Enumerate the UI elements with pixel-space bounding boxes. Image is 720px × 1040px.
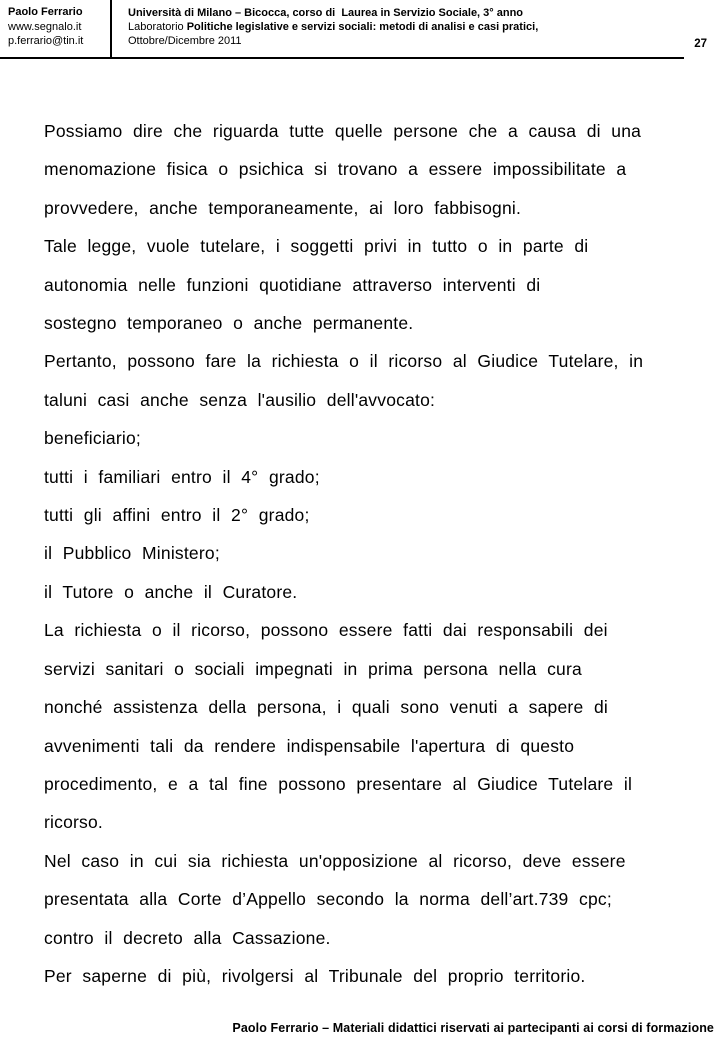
text-line: menomazione fisica o psichica si trovano a essere impossibilitate a xyxy=(44,159,627,180)
text-line: contro il decreto alla Cassazione. xyxy=(44,927,331,948)
text-line: servizi sanitari o sociali impegnati in prima persona nella cura xyxy=(44,658,582,679)
text-line: presentata alla Corte d’Appello secondo la norma dell’art.739 cpc; xyxy=(44,889,612,910)
text-line: tutti i familiari entro il 4° grado; xyxy=(44,466,320,487)
text-line: Pertanto, possono fare la richiesta o il ricorso al Giudice Tutelare, in xyxy=(44,351,644,372)
header-course-block xyxy=(128,6,688,48)
course-subtitle xyxy=(128,20,688,34)
author-email: p.ferrario@tin.it xyxy=(8,35,84,47)
page-number: 27 xyxy=(694,38,707,50)
text-line: avvenimenti tali da rendere indispensabile l'apertura di questo xyxy=(44,735,575,756)
body-text xyxy=(44,112,720,995)
text-line: procedimento, e a tal fine possono presentare al Giudice Tutelare il xyxy=(44,773,633,794)
header-author-block xyxy=(8,5,108,49)
text-line: Per saperne di più, rivolgersi al Tribunale del proprio territorio. xyxy=(44,965,586,986)
text-line: provvedere, anche temporaneamente, ai loro fabbisogni. xyxy=(44,197,522,218)
text-line: ricorso. xyxy=(44,812,103,833)
text-line: taluni casi anche senza l'ausilio dell'avvocato: xyxy=(44,389,436,410)
header-vertical-divider xyxy=(110,0,112,57)
text-line: nonché assistenza della persona, i quali sono venuti a sapere di xyxy=(44,697,608,718)
author-website: www.segnalo.it xyxy=(8,20,82,33)
text-line: tutti gli affini entro il 2° grado; xyxy=(44,505,310,526)
header-rule xyxy=(0,57,684,59)
text-line: Tale legge, vuole tutelare, i soggetti privi in tutto o in parte di xyxy=(44,236,589,257)
text-line: Possiamo dire che riguarda tutte quelle persone che a causa di una xyxy=(44,121,642,141)
text-line: La richiesta o il ricorso, possono essere fatti dai responsabili dei xyxy=(44,620,608,641)
text-line: Nel caso in cui sia richiesta un'opposizione al ricorso, deve essere xyxy=(44,850,626,871)
text-line: sostegno temporaneo o anche permanente. xyxy=(44,313,414,334)
course-period: Ottobre/Dicembre 2011 xyxy=(128,35,242,47)
course-title: Università di Milano – Bicocca, corso di Laurea in Servizio Sociale, 3° anno xyxy=(128,7,524,19)
text-line: autonomia nelle funzioni quotidiane attraverso interventi di xyxy=(44,274,541,295)
text-line: il Pubblico Ministero; xyxy=(44,543,220,564)
author-name: Paolo Ferrario xyxy=(8,6,83,18)
text-line: il Tutore o anche il Curatore. xyxy=(44,581,298,602)
text-line: beneficiario; xyxy=(44,428,141,449)
footer-text: Paolo Ferrario – Materiali didattici riservati ai partecipanti ai corsi di formazione xyxy=(232,1021,714,1035)
course-subtitle-prefix: Laboratorio xyxy=(128,21,187,33)
course-subtitle-emphasis: Politiche legislative e servizi sociali: metodi di analisi e casi pratici, xyxy=(186,21,539,33)
